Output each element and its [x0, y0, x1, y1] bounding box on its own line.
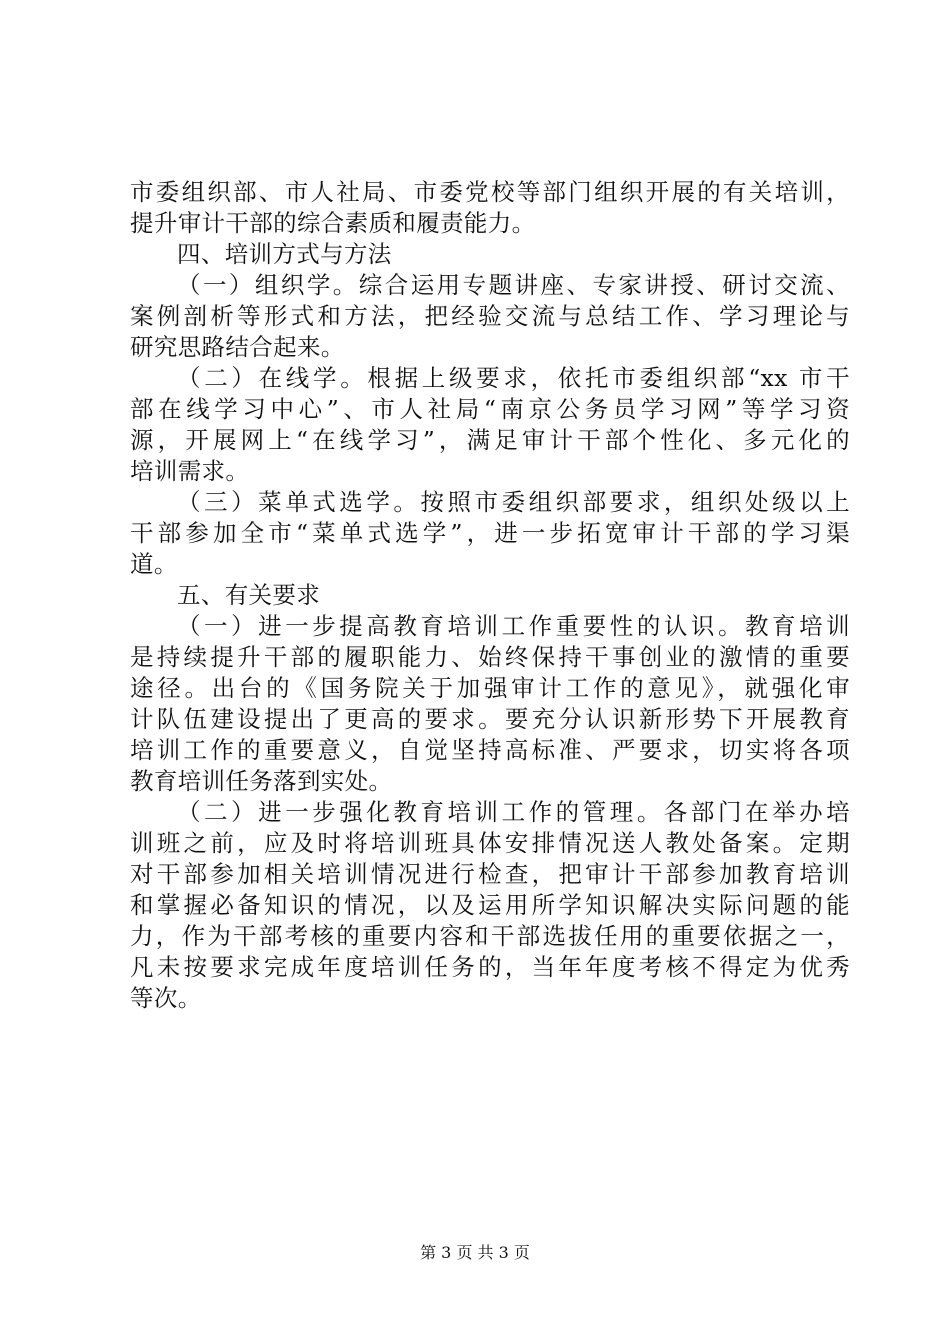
page-footer: 第 3 页 共 3 页 [420, 1243, 530, 1262]
text-line: 训班之前，应及时将培训班具体安排情况送人教处备案。定期 [130, 829, 850, 857]
text-line: 市委组织部、市人社局、市委党校等部门组织开展的有关培训， [130, 178, 850, 206]
text-line: 培训需求。 [130, 457, 250, 485]
text-line: （一）组织学。综合运用专题讲座、专家讲授、研讨交流、 [177, 271, 850, 299]
text-line: 计队伍建设提出了更高的要求。要充分认识新形势下开展教育 [130, 705, 850, 733]
text-line: 是持续提升干部的履职能力、始终保持干事创业的激情的重要 [130, 643, 850, 671]
text-line: 源，开展网上“在线学习”，满足审计干部个性化、多元化的 [130, 426, 850, 454]
text-line: 提升审计干部的综合素质和履责能力。 [130, 209, 536, 237]
text-line: （二）在线学。根据上级要求，依托市委组织部“xx 市干 [177, 364, 850, 392]
text-line: 和掌握必备知识的情况，以及运用所学知识解决实际问题的能 [130, 891, 850, 919]
text-line: 案例剖析等形式和方法，把经验交流与总结工作、学习理论与 [130, 302, 850, 330]
text-line: 凡未按要求完成年度培训任务的，当年年度考核不得定为优秀 [130, 953, 850, 981]
text-line: 部在线学习中心”、市人社局“南京公务员学习网”等学习资 [130, 395, 850, 423]
text-line: 道。 [130, 550, 178, 578]
section-heading: 四、培训方式与方法 [177, 240, 392, 268]
text-line: 途径。出台的《国务院关于加强审计工作的意见》，就强化审 [130, 674, 850, 702]
section-heading: 五、有关要求 [177, 581, 321, 609]
text-line: 对干部参加相关培训情况进行检查，把审计干部参加教育培训 [130, 860, 850, 888]
text-line: （三）菜单式选学。按照市委组织部要求，组织处级以上 [177, 488, 850, 516]
text-line: 干部参加全市“菜单式选学”，进一步拓宽审计干部的学习渠 [130, 519, 850, 547]
text-line: 教育培训任务落到实处。 [130, 767, 393, 795]
text-line: （二）进一步强化教育培训工作的管理。各部门在举办培 [177, 798, 850, 826]
text-line: 培训工作的重要意义，自觉坚持高标准、严要求，切实将各项 [130, 736, 850, 764]
text-line: 研究思路结合起来。 [130, 333, 345, 361]
text-line: 等次。 [130, 984, 202, 1012]
text-line: 力，作为干部考核的重要内容和干部选拔任用的重要依据之一， [130, 922, 850, 950]
text-line: （一）进一步提高教育培训工作重要性的认识。教育培训 [177, 612, 850, 640]
